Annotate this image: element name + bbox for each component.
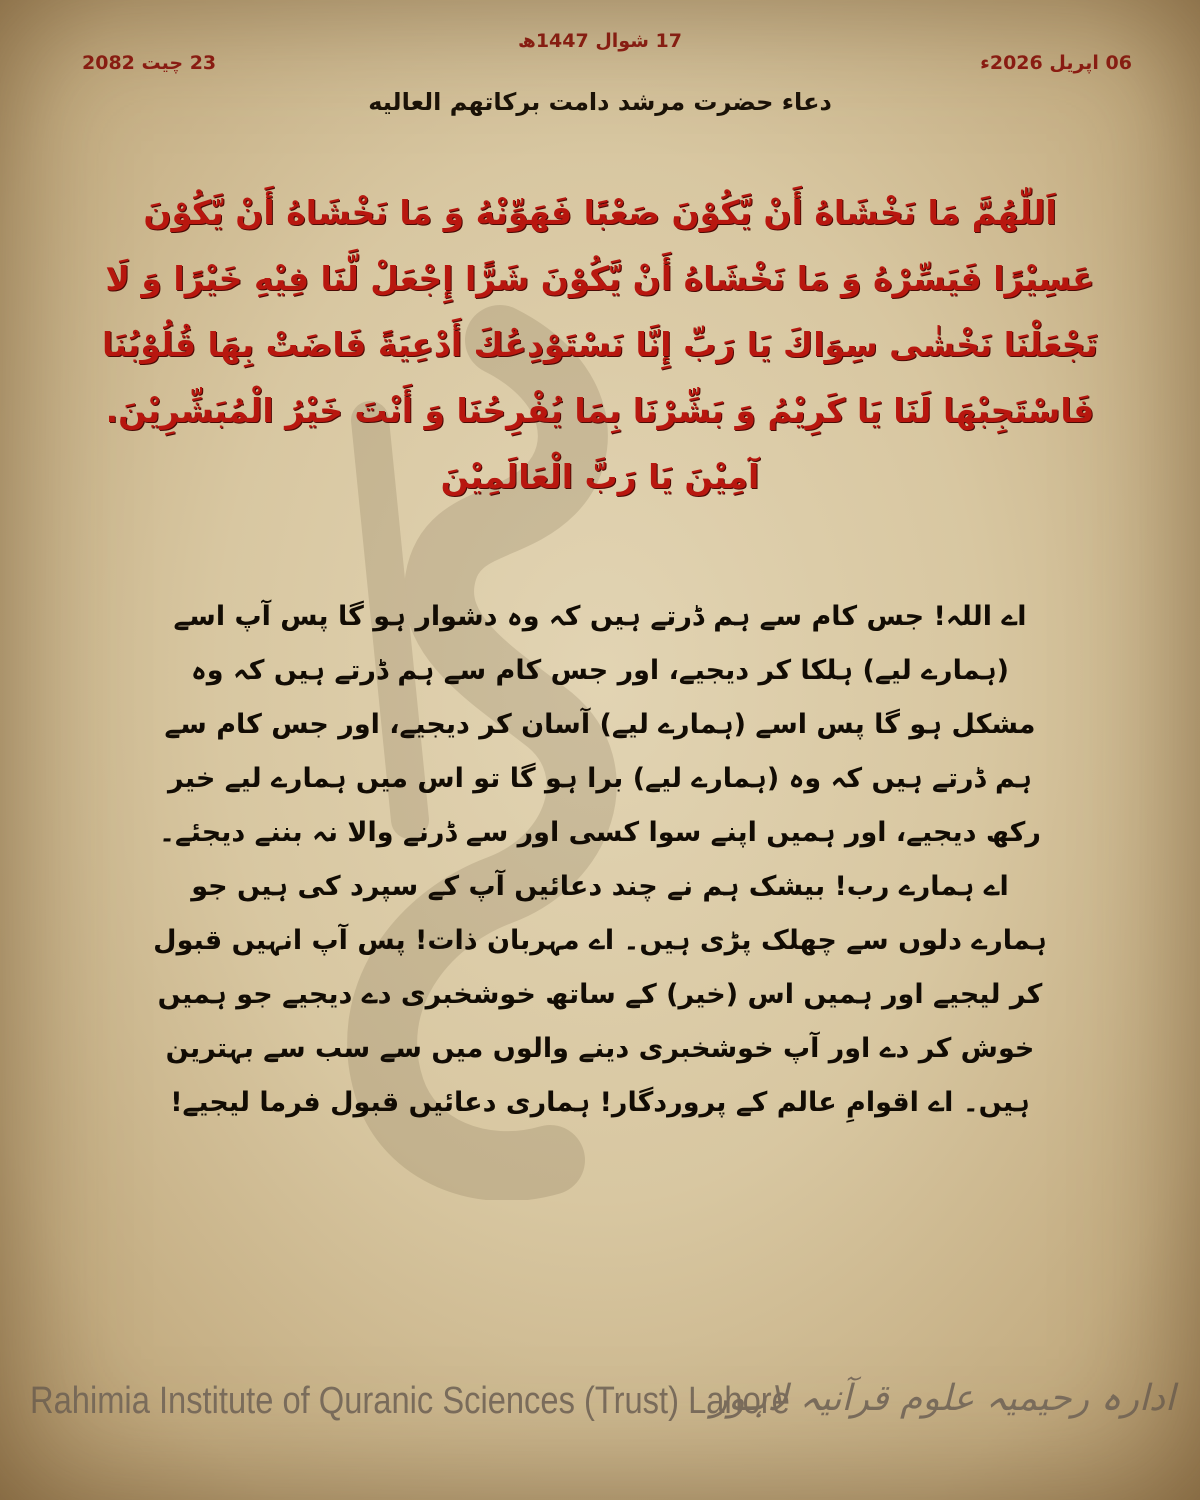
gregorian-date: 06 اپریل 2026ء	[980, 52, 1132, 74]
bikrami-date: 23 چیت 2082	[82, 52, 217, 74]
institute-name-english: Rahimia Institute of Quranic Sciences (Trust) Lahore	[30, 1380, 790, 1422]
institute-name-urdu-logo: ادارہ رحیمیہ علوم قرآنیہ لاہور	[710, 1378, 1175, 1419]
hijri-date: 17 شوال 1447ھ	[518, 30, 682, 52]
urdu-translation: اے اللہ! جس کام سے ہم ڈرتے ہیں کہ وہ دشوار ہو گا پس آپ اسے (ہمارے لیے) ہلکا کر دیجیے، اور جس کام سے ہم ڈرتے ہیں کہ وہ مشکل ہو گا پس اسے (ہمارے لیے) آسان کر دیجیے، اور جس کام سے ہم ڈرتے ہیں کہ وہ (ہمارے لیے) برا ہو گا تو اس میں ہمارے لیے خیر رکھ دیجیے، اور ہمیں اپنے سوا کسی اور سے ڈرنے والا نہ بننے دیجئے۔ اے ہمارے رب! بیشک ہم نے چند دعائیں آپ کے سپرد کی ہیں جو ہمارے دلوں سے چھلک پڑی ہیں۔ اے مہربان ذات! پس آپ انہیں قبول کر لیجیے اور ہمیں اس (خیر) کے ساتھ خوشخبری دے دیجیے جو ہمیں خوش کر دے اور آپ خوشخبری دینے والوں میں سے سب سے بہترین ہیں۔ اے اقوامِ عالم کے پروردگار! ہماری دعائیں قبول فرما لیجیے!	[153, 601, 1047, 1118]
page-title: دعاء حضرت مرشد دامت برکاتهم العالیه	[368, 88, 832, 116]
arabic-dua: اَللّٰهُمَّ مَا نَخْشَاهُ أَنْ يَّكُوْنَ صَعْبًا فَهَوِّنْهُ وَ مَا نَخْشَاهُ أَنْ يَّكُوْنَ عَسِيْرًا فَيَسِّرْهُ وَ مَا نَخْشَاهُ أَنْ يَّكُوْنَ شَرًّا إِجْعَلْ لَّنَا فِيْهِ خَيْرًا وَ لَا تَجْعَلْنَا نَخْشٰى سِوَاكَ يَا رَبِّ إِنَّا نَسْتَوْدِعُكَ أَدْعِيَةً فَاضَتْ بِهَا قُلُوْبُنَا فَاسْتَجِبْهَا لَنَا يَا كَرِيْمُ وَ بَشِّرْنَا بِمَا يُفْرِحُنَا وَ أَنْتَ خَيْرُ الْمُبَشِّرِيْنَ. آمِيْنَ يَا رَبَّ الْعَالَمِيْنَ	[102, 193, 1098, 496]
